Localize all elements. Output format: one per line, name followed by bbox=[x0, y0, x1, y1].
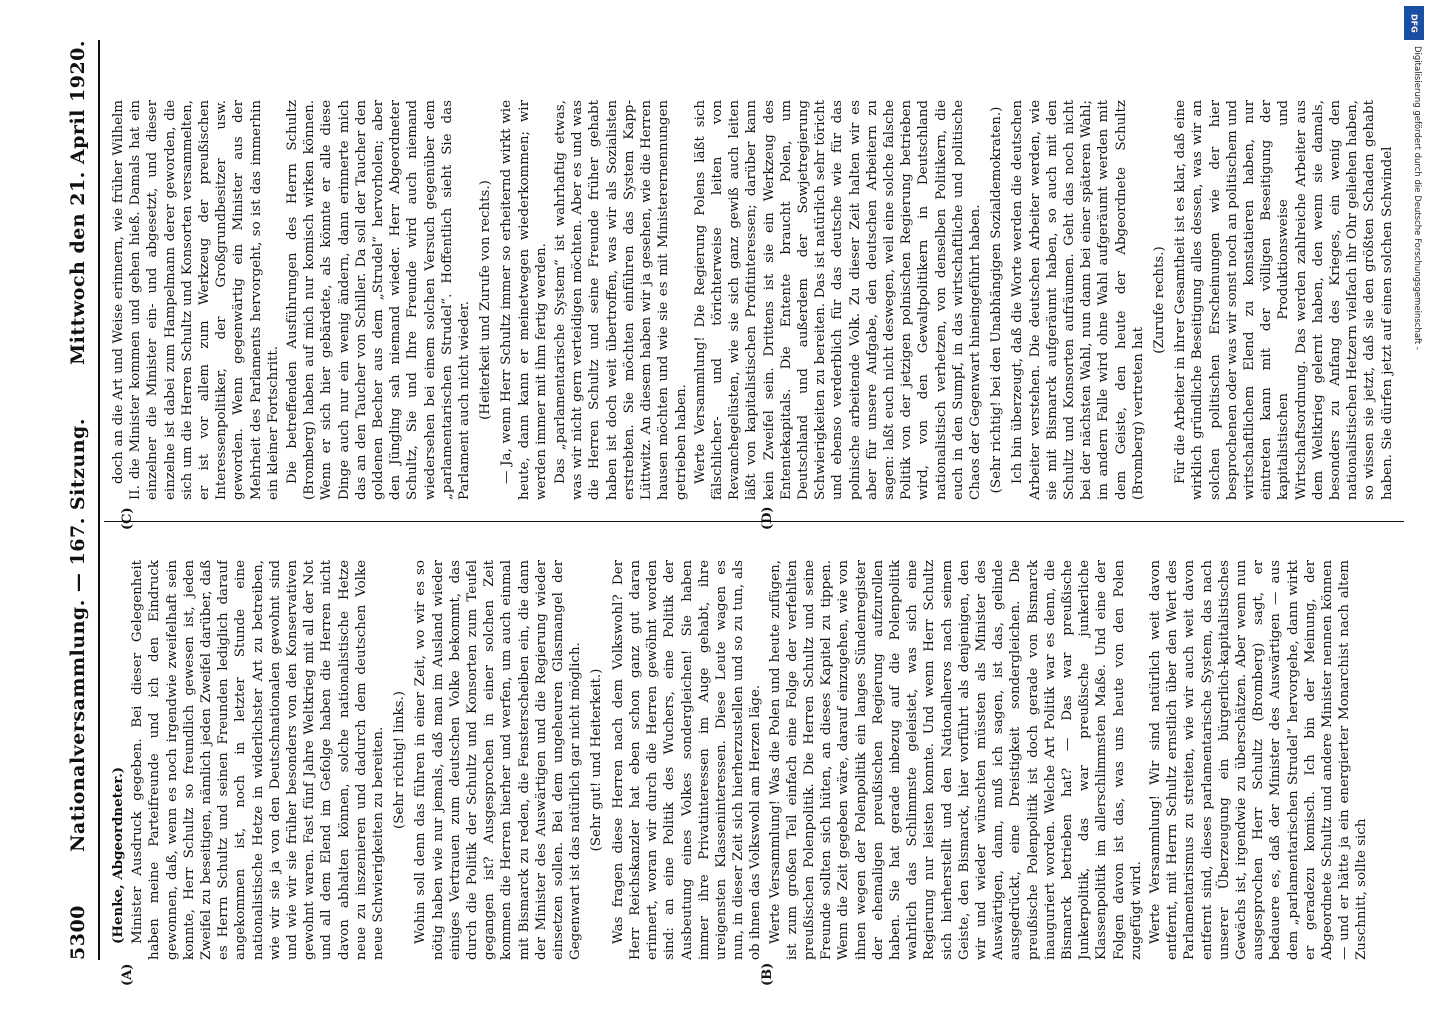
margin-mark-c: (C) bbox=[120, 507, 135, 530]
page-header bbox=[58, 40, 100, 960]
column-divider bbox=[104, 521, 1404, 522]
left-column bbox=[110, 560, 1410, 960]
margin-mark-a: (A) bbox=[120, 963, 135, 986]
session-date: Mittwoch den 21. April 1920. bbox=[67, 40, 89, 365]
interjection: (Heiterkeit und Zurufe von rechts.) bbox=[478, 180, 494, 420]
paragraph: Ich bin überzeugt, daß die Worte werden die deutschen Arbeiter verstehen. Die deutschen Arbeiter werden, wie sie mit Bismarck aufgeräumt haben, so auch mit den Schultz und Konsorten aufräumen. Geht das noch nicht bei der nächsten Wahl, nun dann bei einer späteren Wahl; im andern Falle wird ohne Wahl aufgeräumt werden mit dem Geiste, den heute der Abgeordnete Schultz (Bromberg) vertreten hat bbox=[1010, 100, 1146, 500]
paragraph: Werte Versammlung! Was die Polen und heute zufügen, ist zum großen Teil einfach eine Folge der verfehlten preußischen Polenpolitik. Die Herren Schultz und seine Freunde sollten sich hüten, an dieses Kapitel zu tippen. Wenn die Zeit gegeben wäre, darauf einzugehen, wie von ihnen wegen der Polenpolitik ein langes Sündenregister der ehemaligen preußischen Regierung aufzurollen haben. Sie hat gerade inbezug auf die Polenpolitik wahrlich das Schlimmste geleistet, was sich eine Regierung nur leisten konnte. Und wenn Herr Schultz sich hierherstellt und den Nationalheros nach seinem Geiste, den Bismarck, hier vorführt als denjenigen, den wir und wieder wünschten müssten als Minister des Auswärtigen, dann, muß ich sagen, ist das, gelinde ausgedrückt, eine Dreistigkeit sondergleichen. Die preußische Polenpolitik ist doch gerade von Bismarck inauguriert worden. Welche Art Politik war es denn, die Bismarck betrieben hat? — Das war preußische Junkerpolitik, das war preußische junkerliche Klassenpolitik im allerschlimmsten Maße. Und eine der Folgen davon ist das, was uns heute von den Polen zugefügt wird. bbox=[767, 560, 1144, 960]
dfg-logo: DFG bbox=[1404, 6, 1424, 40]
paragraph: Was fragen diese Herren nach dem Volkswohl? Der Herr Reichskanzler hat eben schon ganz gut daran erinnert, woran wir durch die Herren gewöhnt worden sind: an eine Politik des Wuchers, eine Politik der Ausbeutung eines Volkes sondergleichen! Sie haben immer ihre Privatinteressen im Auge gehabt, ihre ureigensten Klasseninteressen. Diese Leute wagen es nun, in dieser Zeit sich hierherzustellen und so zu tun, als ob ihnen das Volkswohl am Herzen läge. bbox=[610, 560, 764, 960]
digitization-watermark: Digitalisierung gefördert durch die Deutsche Forschungsgemeinschaft - bbox=[1412, 46, 1422, 350]
paragraph: Für die Arbeiter in ihrer Gesamtheit ist es klar, daß eine wirklich gründliche Beseitigung alles dessen, was wir an solchen politischen Erscheinungen wie der hier besprochenen oder was wir sonst noch an politischem und wirtschaftlichem Elend zu konstatieren haben, nur eintreten kann mit der völligen Beseitigung der kapitalistischen Produktionsweise und Wirtschaftsordnung. Das werden zahlreiche Arbeiter aus dem Weltkrieg gelernt haben, den wenn sie damals, besonders zu Anfang des Krieges, ein wenig den nationalistischen Hetzern vielfach ihr Ohr geliehen haben, so wissen sie jetzt, daß sie den größten Schaden gehabt haben. Sie dürfen jetzt auf einen solchen Schwindel bbox=[1173, 100, 1395, 500]
paragraph: Die betreffenden Ausführungen des Herrn Schultz (Bromberg) haben auf mich nur komisch wirken können. Wenn er sich hier gebärdete, als könnte er alle diese Dinge auch nur ein wenig ändern, dann erinnerte mich das an den Taucher von Schiller. Da soll der Taucher den goldenen Becher aus dem „Strudel“ hervorholen; aber den Jüngling sah niemand wieder. Herr Abgeordneter Schultz, Sie und Ihre Freunde wird auch niemand wiedersehen bei einem solchen Versuch gegenüber dem „parlamentarischen Strudel“. Hoffentlich sieht Sie das Parlament auch nicht wieder. bbox=[285, 100, 473, 500]
margin-mark-d: (D) bbox=[760, 506, 775, 530]
paragraph: Wohin soll denn das führen in einer Zeit, wo wir es so nötig haben wie nur jemals, daß man im Ausland wieder einiges Vertrauen zum deutschen Volke bekommt, das durch die Politik der Schultz und Konsorten zum Teufel gegangen ist? Ausgesprochen in einer solchen Zeit kommen die Herren hierher und werfen, um auch einmal mit Bismarck zu reden, die Fensterscheiben ein, die dann der Minister des Auswärtigen und die Regierung wieder einsetzen sollen. Bei dem ungeheuren Glasmangel der Gegenwart ist das natürlich gar nicht möglich. bbox=[413, 560, 584, 960]
right-column bbox=[110, 100, 1410, 500]
page-number: 5300 bbox=[67, 905, 89, 960]
speaker-label: (Henke, Abgeordneter.) bbox=[110, 766, 126, 944]
paragraph: — Ja, wenn Herr Schultz immer so erheiternd wirkt wie heute, dann kann er meinetwegen wiederkommen; wir werden immer mit ihm fertig werden. bbox=[499, 100, 549, 500]
interjection: (Sehr gut! und Heiterkeit.) bbox=[589, 668, 605, 852]
interjection: (Zurufe rechts.) bbox=[1151, 246, 1167, 354]
margin-mark-b: (B) bbox=[760, 962, 775, 986]
paragraph: doch an die Art und Weise erinnern, wie früher Wilhelm II. die Minister kommen und gehen hieß. Damals hat ein einzelner die Minister ein- und abgesetzt, und dieser einzelne ist dabei zum Hampelmann derer geworden, die sich um die Herren Schultz und Konsorten versammelten, er ist vor allem zum Werkzeug der preußischen Interessenpolitiker, der Großgrundbesitzer usw. geworden. Wenn gegenwärtig ein Minister aus der Mehrheit des Parlaments hervorgeht, so ist das immerhin ein kleiner Fortschritt. bbox=[111, 100, 281, 500]
interjection: (Sehr richtig! bei den Unabhängigen Sozialdemokraten.) bbox=[989, 106, 1005, 494]
paragraph: Das „parlamentarische System“ ist wahrhaftig etwas, was wir nicht gern verteidigen möchten. Aber es und was die Herren Schultz und seine Freunde früher gehabt haben ist doch weit übertroffen, was wir als Sozialisten erstrebten. Sie möchten einführen das System Kapp-Lüttwitz. An diesem haben wir ja gesehen, wie die Herren hausen möchten und wie sie es mit Ministerernennungen getrieben haben. bbox=[553, 100, 689, 500]
paragraph: Minister Ausdruck gegeben. Bei dieser Gelegenheit haben meine Parteifreunde und ich den Eindruck gewonnen, daß, wenn es noch irgendwie zweifelhaft sein konnte, Herr Schultz so freundlich gewesen ist, jeden Zweifel zu beseitigen, nämlich jeden Zweifel darüber, daß es Herrn Schultz und seinen Freunden lediglich darauf angekommen ist, noch in letzter Stunde eine nationalistische Hetze in widerlichster Art zu betreiben, wie wir sie ja von den Deutschnationalen gewohnt sind und wie wir sie früher besonders von den Konservativen gewohnt waren. Fast fünf Jahre Weltkrieg mit all der Not und all dem Elend im Gefolge haben die Herren nicht davon abhalten können, solche nationalistische Hetze neue zu inszenieren und dadurch dem deutschen Volke neue Schwierigkeiten zu bereiten. bbox=[130, 560, 387, 960]
interjection: (Sehr richtig! links.) bbox=[392, 691, 408, 829]
paragraph: Werte Versammlung! Die Regierung Polens läßt sich fälschlicher- und törichterweise leiten von Revanchegelüsten, wie sie sich ganz gewiß auch leiten läßt von kapitalistischen Profitinteressen; darüber kann kein Zweifel sein. Drittens ist sie ein Werkzeug des Ententekapitals. Die Entente braucht Polen, um Deutschland und außerdem der Sowjetregierung Schwierigkeiten zu bereiten. Das ist natürlich sehr töricht und ebenso verderblich für das deutsche wie für das polnische arbeitende Volk. Zu dieser Zeit halten wir es aber für unsere Aufgabe, den deutschen Arbeitern zu sagen: laßt euch nicht deswegen, weil eine solche falsche Politik von der jetzigen polnischen Regierung betrieben wird, von den Gewaltpolitikern in Deutschland nationalistisch verhetzen, von denselben Politikern, die euch in den Sumpf, in das wirtschaftliche und politische Chaos der Gegenwart hineingeführt haben. bbox=[692, 100, 983, 500]
session-title: Nationalversammlung. — 167. Sitzung. bbox=[67, 418, 89, 852]
paragraph: Werte Versammlung! Wir sind natürlich weit davon entfernt, mit Herrn Schultz ernstlich über den Wert des Parlamentarismus zu streiten, wie wir auch weit davon entfernt sind, dieses parlamentarische System, das nach unserer Überzeugung ein bürgerlich-kapitalistisches Gewächs ist, irgendwie zu überschätzen. Aber wenn nun ausgesprochen Herr Schultz (Bromberg) sagt, er bedauere es, daß der Minister des Auswärtigen — aus dem „parlamentarischen Strudel“ hervorgehe, dann wirkt er geradezu komisch. Ich bin der Meinung, der Abgeordnete Schultz und andere Minister nennen können — und er hätte ja ein energierter Monarchist nach altem Zuschnitt, sollte sich bbox=[1147, 560, 1370, 960]
